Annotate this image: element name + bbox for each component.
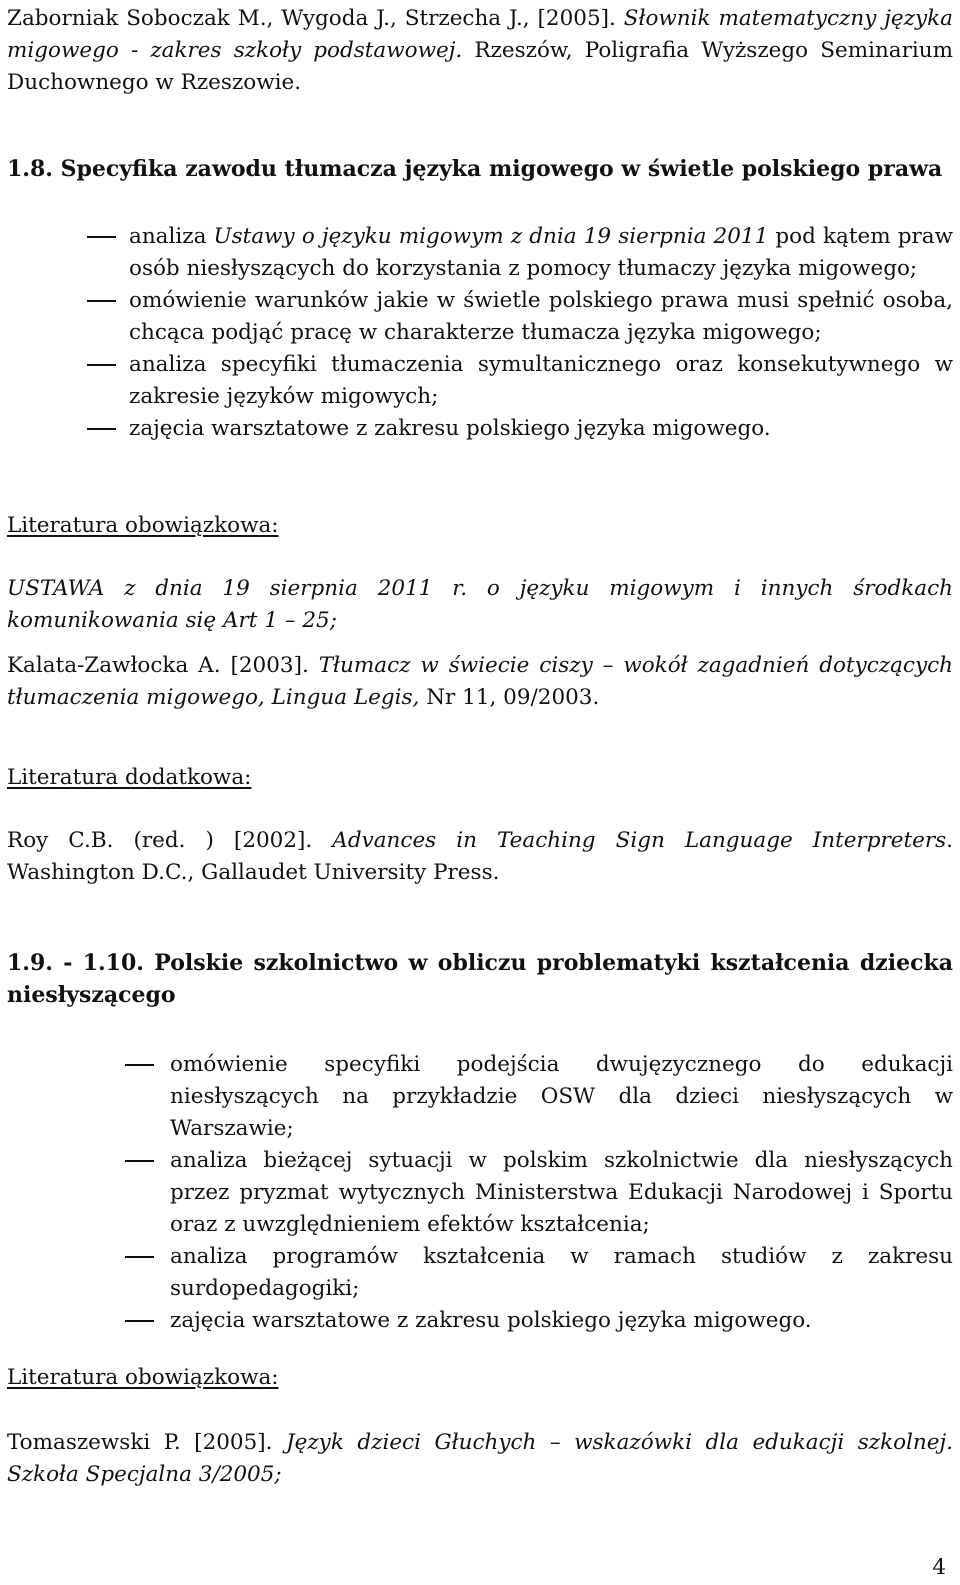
list-item: analiza Ustawy o języku migowym z dnia 19 sierpnia 2011 pod kątem praw osób niesłyszących do korzystania z pomocy tłumaczy języka migowego;: [87, 221, 953, 285]
reference-title: Słownik matematyczny języka migowego - zakres szkoły podstawowej.: [7, 6, 953, 63]
page-number: 4: [932, 1555, 946, 1580]
list-item: zajęcia warsztatowe z zakresu polskiego języka migowego.: [87, 413, 953, 445]
reference-tomaszewski: Tomaszewski P. [2005]. Język dzieci Głuchych – wskazówki dla edukacji szkolnej. Szkoła Specjalna 3/2005;: [7, 1430, 953, 1487]
list-item: omówienie warunków jakie w świetle polskiego prawa musi spełnić osoba, chcąca podjąć pracę w charakterze tłumacza języka migowego;: [87, 285, 953, 349]
list-item: zajęcia warsztatowe z zakresu polskiego języka migowego.: [125, 1305, 953, 1337]
list-item: omówienie specyfiki podejścia dwujęzycznego do edukacji niesłyszących na przykładzie OSW dla dzieci niesłyszących w Warszawie;: [125, 1049, 953, 1145]
section-1-9-topic-list: [125, 1049, 953, 1337]
section-1-8-topic-list: [87, 221, 953, 445]
section-1-9-heading: 1.9. - 1.10. Polskie szkolnictwo w obliczu problematyki kształcenia dziecka niesłyszącego: [7, 950, 953, 1008]
reference-ustawa: USTAWA z dnia 19 sierpnia 2011 r. o języku migowym i innych środkach komunikowania się Art 1 – 25;: [7, 576, 953, 633]
required-literature-label: Literatura obowiązkowa:: [7, 1365, 279, 1390]
reference-publisher: Rzeszów, Poligrafia Wyższego Seminarium Duchownego w Rzeszowie.: [7, 38, 954, 95]
required-literature-label: Literatura obowiązkowa:: [7, 513, 279, 538]
reference-roy: Roy C.B. (red. ) [2002]. Advances in Teaching Sign Language Interpreters. Washington D.C., Gallaudet University Press.: [7, 828, 953, 885]
list-item: analiza programów kształcenia w ramach studiów z zakresu surdopedagogiki;: [125, 1241, 953, 1305]
reference-authors: Zaborniak Soboczak M., Wygoda J., Strzecha J., [2005].: [7, 6, 616, 31]
section-1-8-heading: 1.8. Specyfika zawodu tłumacza języka migowego w świetle polskiego prawa: [7, 156, 943, 182]
additional-literature-label: Literatura dodatkowa:: [7, 765, 252, 790]
reference-kalata-zawlocka: Kalata-Zawłocka A. [2003]. Tłumacz w świecie ciszy – wokół zagadnień dotyczących tłumaczenia migowego, Lingua Legis, Nr 11, 09/2003.: [7, 653, 953, 710]
list-item: analiza bieżącej sytuacji w polskim szkolnictwie dla niesłyszących przez pryzmat wytycznych Ministerstwa Edukacji Narodowej i Sportu oraz z uwzględnieniem efektów kształcenia;: [125, 1145, 953, 1241]
list-item: analiza specyfiki tłumaczenia symultanicznego oraz konsekutywnego w zakresie języków migowych;: [87, 349, 953, 413]
reference-zaborniak: [7, 3, 953, 99]
